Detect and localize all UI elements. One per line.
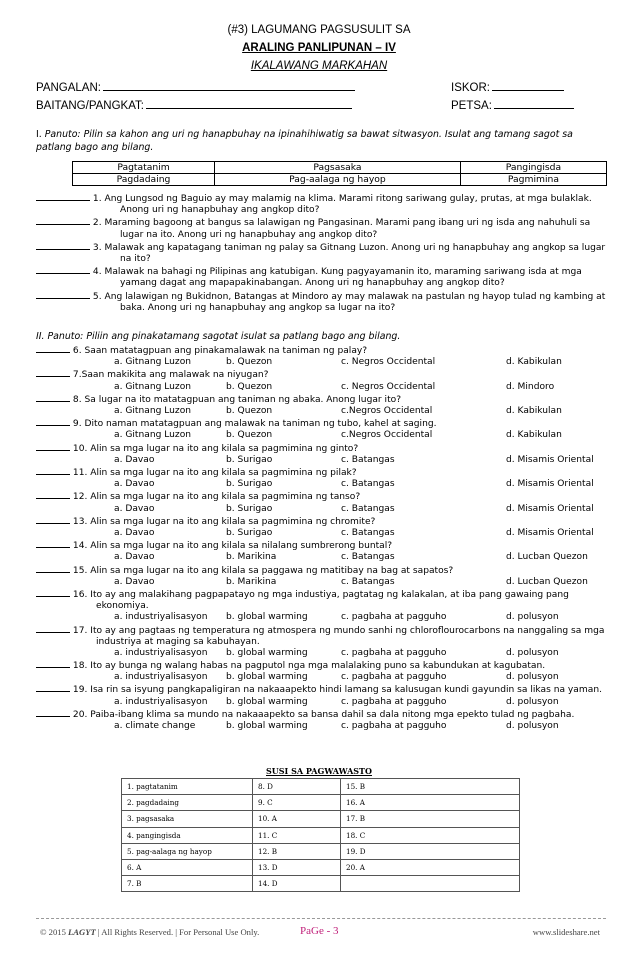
date-field — [451, 96, 574, 114]
choice-c: c.Negros Occidental — [341, 405, 433, 416]
answer-key-title: SUSI SA PAGWAWASTO — [266, 766, 372, 776]
part1-instruction: I. Panuto: Pilin sa kahon ang uri ng hanapbuhay na ipinahihiwatig sa bawat sitwasyon. Isulat ang tamang sagot sa patlang bago ang bilang. — [36, 129, 573, 153]
choice-a: a. Gitnang Luzon — [114, 357, 192, 368]
choice-c: c. Batangas — [341, 479, 395, 490]
table-cell — [341, 876, 520, 892]
choice-a: a. Gitnang Luzon — [114, 430, 192, 441]
choice-c: c. pagbaha at pagguho — [341, 647, 447, 658]
question-7: 7.Saan makikita ang malawak na niyugan? — [36, 368, 616, 381]
table-cell: 18. C — [341, 827, 520, 843]
table-row — [122, 827, 520, 843]
choice-d: d. polusyon — [506, 647, 559, 658]
table-row — [73, 162, 607, 174]
answer-blank[interactable] — [36, 265, 90, 274]
choices-row — [36, 577, 616, 588]
choice-a: a. Davao — [114, 527, 155, 538]
choices-row — [36, 528, 616, 539]
date-blank[interactable] — [494, 96, 574, 109]
answer-blank[interactable] — [36, 344, 70, 353]
choice-d: d. polusyon — [506, 721, 559, 732]
choice-c: c. Negros Occidental — [341, 357, 436, 368]
table-cell: 6. A — [122, 859, 253, 875]
question-18: 18. Ito ay bunga ng walang habas na pagputol nga mga malalaking puno sa kabundukan at kagubatan. — [36, 659, 616, 672]
table-cell: 19. D — [341, 843, 520, 859]
table-cell: 10. A — [253, 811, 341, 827]
table-row — [122, 811, 520, 827]
choice-a: a. industriyalisasyon — [114, 672, 208, 683]
question-4-cont: yamang dagat ang mapapakinabangan. Anong uri ng hanapbuhay ang angkop dito? — [120, 278, 505, 289]
question-2: 2. Maraming bagoong at bangus sa lalawigan ng Pangasinan. Marami pang ibang uri ng isda ang nahuhuli sa — [36, 216, 616, 229]
quarter-title: IKALAWANG MARKAHAN — [250, 60, 388, 72]
table-cell: 16. A — [341, 795, 520, 811]
answer-blank[interactable] — [36, 417, 70, 426]
choice-d: d. Kabikulan — [506, 430, 562, 441]
choice-a: a. Davao — [114, 576, 155, 587]
answer-blank[interactable] — [36, 290, 90, 299]
question-16: 16. Ito ay ang malakihang pagpapatayo ng mga industiya, pagtatag ng kalakalan, at iba pang gawaing pang — [36, 588, 616, 601]
answer-blank[interactable] — [36, 192, 90, 201]
table-cell: 14. D — [253, 876, 341, 892]
question-1-cont: Anong uri ng hanapbuhay ang angkop dito? — [120, 205, 320, 216]
answer-blank[interactable] — [36, 442, 70, 451]
footer-site-link[interactable]: www.slideshare.net — [532, 927, 600, 937]
question-3-cont: na ito? — [120, 254, 151, 265]
choice-d: d. Lucban Quezon — [506, 552, 588, 563]
answer-blank[interactable] — [36, 241, 90, 250]
score-field — [451, 78, 564, 96]
table-row — [122, 779, 520, 795]
choice-a: a. Gitnang Luzon — [114, 381, 192, 392]
choices-row — [36, 455, 616, 466]
table-row — [122, 843, 520, 859]
question-1: 1. Ang Lungsod ng Baguio ay may malamig na klima. Marami ritong sariwang gulay, prutas, at mga bulaklak. — [36, 192, 616, 205]
choice-b: b. global warming — [226, 696, 308, 707]
choice-b: b. global warming — [226, 721, 308, 732]
choice-a: a. Davao — [114, 454, 155, 465]
choice-b: b. Surigao — [226, 479, 273, 490]
choice-d: d. polusyon — [506, 612, 559, 623]
table-cell: Pag-aalaga ng hayop — [215, 174, 461, 186]
table-cell: Pangingisda — [460, 162, 606, 174]
choice-b: b. Marikina — [226, 552, 277, 563]
table-row — [122, 876, 520, 892]
answer-blank[interactable] — [36, 659, 70, 668]
choice-b: b. Quezon — [226, 430, 273, 441]
question-20: 20. Paiba-ibang klima sa mundo na nakaaapekto sa bansa dahil sa dala nitong mga epekto tulad ng pagbaha. — [36, 708, 616, 721]
choices-row — [36, 552, 616, 563]
question-13: 13. Alin sa mga lugar na ito ang kilala sa pagmimina ng chromite? — [36, 515, 616, 528]
answer-key-table — [121, 778, 520, 892]
occupation-choices-table — [72, 161, 607, 186]
choice-c: c. pagbaha at pagguho — [341, 672, 447, 683]
question-9: 9. Dito naman matatagpuan ang malawak na taniman ng tubo, kahel at saging. — [36, 417, 616, 430]
choice-a: a. Gitnang Luzon — [114, 405, 192, 416]
question-6: 6. Saan matatagpuan ang pinakamalawak na taniman ng palay? — [36, 344, 616, 357]
answer-blank[interactable] — [36, 683, 70, 692]
question-17-cont: industriya at maging sa kabuhayan. — [96, 636, 260, 647]
grade-section-field — [36, 96, 352, 114]
choice-b: b. Surigao — [226, 527, 273, 538]
choices-row — [36, 721, 616, 732]
choice-c: c. Batangas — [341, 576, 395, 587]
table-cell: 11. C — [253, 827, 341, 843]
answer-blank[interactable] — [36, 216, 90, 225]
table-cell: 13. D — [253, 859, 341, 875]
answer-blank[interactable] — [36, 466, 70, 475]
choices-row — [36, 648, 616, 659]
score-blank[interactable] — [492, 78, 564, 91]
choice-a: a. industriyalisasyon — [114, 647, 208, 658]
question-11: 11. Alin sa mga lugar na ito ang kilala sa pagmimina ng pilak? — [36, 466, 616, 479]
question-12: 12. Alin sa mga lugar na ito ang kilala sa pagmimina ng tanso? — [36, 490, 616, 503]
page-number: PaGe - 3 — [300, 925, 339, 937]
answer-blank[interactable] — [36, 490, 70, 499]
choice-d: d. Misamis Oriental — [506, 503, 594, 514]
choices-row — [36, 430, 616, 441]
name-field — [36, 78, 355, 96]
choice-a: a. Davao — [114, 479, 155, 490]
choice-d: d. Kabikulan — [506, 405, 562, 416]
choices-row — [36, 406, 616, 417]
choice-b: b. global warming — [226, 612, 308, 623]
table-cell: 5. pag-aalaga ng hayop — [122, 843, 253, 859]
choice-c: c. Negros Occidental — [341, 381, 436, 392]
question-3: 3. Malawak ang kapatagang taniman ng palay sa Gitnang Luzon. Anong uri ng hanapbuhay ang angkop sa lugar — [36, 241, 616, 254]
choice-d: d. Mindoro — [506, 381, 555, 392]
choice-d: d. Misamis Oriental — [506, 454, 594, 465]
date-label: PETSA: — [451, 100, 492, 112]
choice-d: d. Misamis Oriental — [506, 527, 594, 538]
name-blank[interactable] — [103, 78, 355, 91]
table-cell: 17. B — [341, 811, 520, 827]
table-cell: 2. pagdadaing — [122, 795, 253, 811]
question-5-cont: baka. Anong uri ng hanapbuhay ang angkop sa lugar na ito? — [120, 302, 396, 313]
table-cell: Pagmimina — [460, 174, 606, 186]
table-cell: 7. B — [122, 876, 253, 892]
table-cell: Pagdadaing — [73, 174, 215, 186]
answer-blank[interactable] — [36, 564, 70, 573]
subject-title: ARALING PANLIPUNAN – IV — [242, 42, 396, 54]
table-cell: 9. C — [253, 795, 341, 811]
choices-row — [36, 504, 616, 515]
table-cell: 1. pagtatanim — [122, 779, 253, 795]
table-cell: 15. B — [341, 779, 520, 795]
choice-a: a. Davao — [114, 503, 155, 514]
part2-instruction: II. Panuto: Piliin ang pinakatamang sagotat isulat sa patlang bago ang bilang. — [36, 331, 401, 342]
score-label: ISKOR: — [451, 82, 490, 94]
answer-blank[interactable] — [36, 708, 70, 717]
answer-blank[interactable] — [36, 393, 70, 402]
choice-c: c. Batangas — [341, 527, 395, 538]
question-2-cont: lugar na ito. Anong uri ng hanapbuhay ang angkop dito? — [120, 229, 378, 240]
exam-title: (#3) LAGUMANG PAGSUSULIT SA — [227, 24, 411, 36]
table-cell: Pagtatanim — [73, 162, 215, 174]
question-10: 10. Alin sa mga lugar na ito ang kilala sa pagmimina ng ginto? — [36, 442, 616, 455]
choice-a: a. climate change — [114, 721, 196, 732]
answer-blank[interactable] — [36, 539, 70, 548]
question-17: 17. Ito ay ang pagtaas ng temperatura ng atmospera ng mundo sanhi ng chloroflourocarbons na nanggaling sa mga — [36, 624, 616, 637]
choices-row — [36, 612, 616, 623]
choice-c: c.Negros Occidental — [341, 430, 433, 441]
question-16-cont: ekonomiya. — [96, 601, 149, 612]
answer-blank[interactable] — [36, 588, 70, 597]
question-14: 14. Alin sa mga lugar na ito ang kilala sa nilalang sumbrerong buntal? — [36, 539, 616, 552]
answer-blank[interactable] — [36, 368, 70, 377]
choice-d: d. polusyon — [506, 672, 559, 683]
table-cell: 8. D — [253, 779, 341, 795]
choice-b: b. Surigao — [226, 454, 273, 465]
question-15: 15. Alin sa mga lugar na ito ang kilala sa paggawa ng matitibay na bag at sapatos? — [36, 564, 616, 577]
choice-d: d. polusyon — [506, 696, 559, 707]
question-4: 4. Malawak na bahagi ng Pilipinas ang katubigan. Kung pagyayamanin ito, maraming sariwang isda at mga — [36, 265, 616, 278]
choices-row — [36, 672, 616, 683]
choice-b: b. Quezon — [226, 405, 273, 416]
table-cell: 3. pagsasaka — [122, 811, 253, 827]
answer-blank[interactable] — [36, 624, 70, 633]
choice-c: c. pagbaha at pagguho — [341, 612, 447, 623]
question-5: 5. Ang lalawigan ng Bukidnon, Batangas at Mindoro ay may malawak na pastulan ng hayop tulad ng kambing at — [36, 290, 616, 303]
choice-a: a. industriyalisasyon — [114, 696, 208, 707]
part2-questions — [36, 344, 616, 732]
question-8: 8. Sa lugar na ito matatagpuan ang taniman ng abaka. Anong lugar ito? — [36, 393, 616, 406]
choice-c: c. Batangas — [341, 552, 395, 563]
choice-b: b. Surigao — [226, 503, 273, 514]
choice-b: b. Quezon — [226, 381, 273, 392]
choices-row — [36, 479, 616, 490]
table-row — [122, 795, 520, 811]
table-cell: 4. pangingisda — [122, 827, 253, 843]
table-row — [122, 859, 520, 875]
name-label: PANGALAN: — [36, 82, 101, 94]
answer-blank[interactable] — [36, 515, 70, 524]
choice-a: a. industriyalisasyon — [114, 612, 208, 623]
choice-b: b. Marikina — [226, 576, 277, 587]
table-cell: 20. A — [341, 859, 520, 875]
choices-row — [36, 697, 616, 708]
choice-c: c. pagbaha at pagguho — [341, 721, 447, 732]
table-row — [73, 174, 607, 186]
choice-b: b. Quezon — [226, 357, 273, 368]
choices-row — [36, 382, 616, 393]
choice-d: d. Kabikulan — [506, 357, 562, 368]
grade-section-blank[interactable] — [146, 96, 352, 109]
table-cell: Pagsasaka — [215, 162, 461, 174]
question-19: 19. Isa rin sa isyung pangkapaligiran na nakaaapekto hindi lamang sa kalusugan kundi gayundin sa likas na yaman. — [36, 683, 616, 696]
choice-c: c. Batangas — [341, 454, 395, 465]
grade-section-label: BAITANG/PANGKAT: — [36, 100, 144, 112]
choice-c: c. Batangas — [341, 503, 395, 514]
choice-d: d. Lucban Quezon — [506, 576, 588, 587]
choice-a: a. Davao — [114, 552, 155, 563]
footer-copyright: © 2015 LAGYT | All Rights Reserved. | For Personal Use Only. — [40, 927, 260, 937]
choice-b: b. global warming — [226, 647, 308, 658]
choice-b: b. global warming — [226, 672, 308, 683]
footer-divider — [36, 918, 606, 919]
footer-brand: LAGYT — [68, 927, 96, 937]
part1-questions — [36, 192, 616, 314]
choices-row — [36, 357, 616, 368]
choice-d: d. Misamis Oriental — [506, 479, 594, 490]
table-cell: 12. B — [253, 843, 341, 859]
choice-c: c. pagbaha at pagguho — [341, 696, 447, 707]
